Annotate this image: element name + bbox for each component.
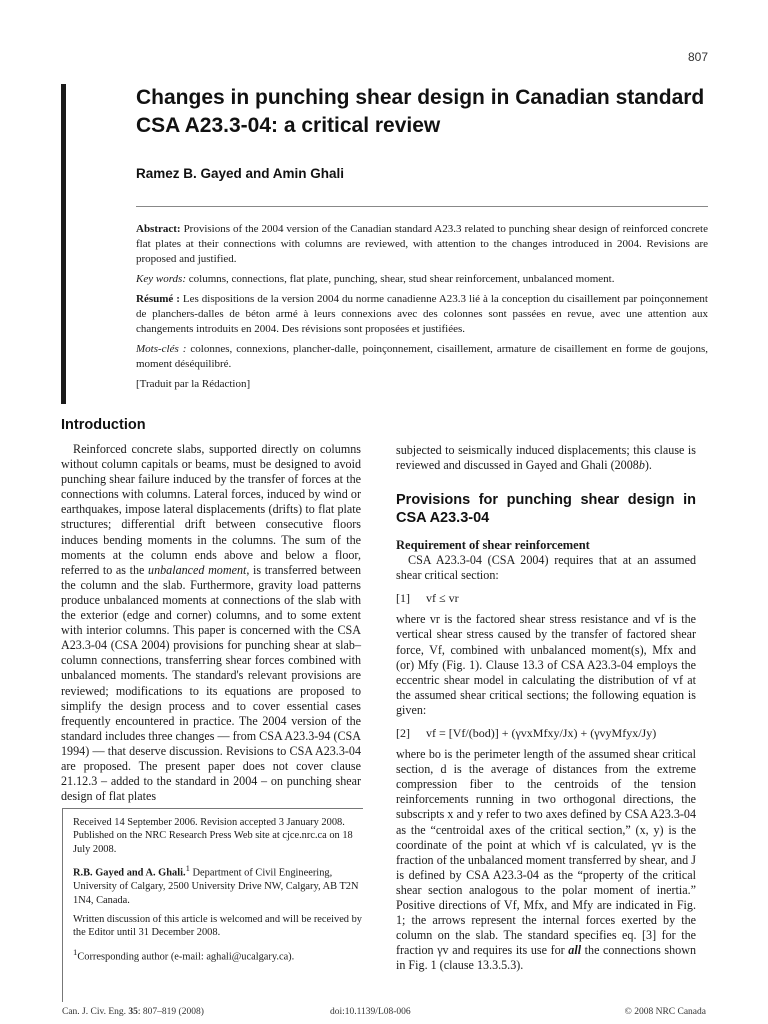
introduction-paragraph bbox=[61, 442, 361, 804]
journal-pages: : 807–819 (2008) bbox=[137, 1007, 204, 1017]
equation-2-number: [2] bbox=[396, 726, 410, 741]
affiliation-footnote-mark: 1 bbox=[185, 863, 190, 874]
doi: doi:10.1139/L08-006 bbox=[330, 1007, 411, 1017]
intro-cont-text: subjected to seismically induced displacements; this clause is reviewed and discussed in Gayed and Ghali (2008 bbox=[396, 443, 696, 473]
right-column bbox=[396, 443, 696, 973]
title-side-bar bbox=[61, 84, 66, 404]
keywords-label: Key words: bbox=[136, 273, 187, 285]
article-authors: Ramez B. Gayed and Amin Ghali bbox=[136, 166, 345, 181]
paragraph-after-eq2 bbox=[396, 747, 696, 973]
journal-volume: 35 bbox=[128, 1007, 138, 1017]
equation-2-body: vf = [Vf/(bod)] + (γvxMfxy/Jx) + (γvyMfyx/Jy) bbox=[426, 726, 657, 741]
intro-text-part-2: , is transferred between the column and the slab. Furthermore, gravity load patterns produce unbalanced moments at connections of the slab with the exterior (edge and corner) columns, and to some extent with interior columns. This paper is concerned with the CSA A23.3-04 (CSA 2004) provisions for punching shear at slab–column connections, transferring shear forces combined with unbalanced moments. The standard's relevant provisions are reviewed; modifications to its equations are proposed to simplify the design process and to cover essential cases frequently encountered in practice. The 2004 version of the standard includes three changes — from CSA A23.3-94 (CSA 1994) — that deserve discussion. Revisions to CSA A23.3-04 are proposed. The present paper does not cover clause 21.12.3 – added to the standard in 2004 – on punching shear design of flat plates bbox=[61, 562, 361, 804]
equation-2 bbox=[396, 726, 696, 741]
intro-emphasis: unbalanced moment bbox=[148, 562, 247, 577]
left-column bbox=[61, 416, 361, 804]
received-note: Received 14 September 2006. Revision accepted 3 January 2008. Published on the NRC Research Press Web site at cjce.nrc.ca on 18 July 2008. bbox=[73, 817, 353, 855]
equation-1 bbox=[396, 591, 696, 606]
keywords-text: columns, connections, flat plate, punching, shear, stud shear reinforcement, unbalanced moment. bbox=[188, 273, 615, 285]
eq2-explanation-emphasis: all bbox=[568, 943, 582, 958]
abstract-block bbox=[136, 222, 708, 397]
introduction-heading: Introduction bbox=[61, 417, 146, 433]
resume-text: Les dispositions de la version 2004 du norme canadienne A23.3 lié à la conception du cisaillement par poinçonnement de planchers-dalles de béton armé à leurs connexions avec des colonnes sont passées en revue, avec une attention aux changements introduits en 2004. Des révisions sont proposées et justifiées. bbox=[136, 293, 708, 335]
intro-cont-end: ). bbox=[644, 458, 652, 473]
paragraph-after-eq1: where vr is the factored shear stress resistance and vf is the vertical shear stress caused by the transfer of factored shear force, Vf, combined with unbalanced moment(s), Mfx and (or) Mfy (Fig. 1). Clause 13.3 of CSA A23.3-04 employs the eccentric shear model in calculating the distribution of vf at the assumed shear critical sections; the following equation is given: bbox=[396, 612, 696, 717]
abstract-text: Provisions of the 2004 version of the Canadian standard A23.3 related to punching shear design of reinforced concrete flat plates at their connections with columns are reviewed, with attention to the changes introduced in 2004. Revisions are proposed and justified. bbox=[136, 223, 708, 265]
intro-cont-ref-letter: b bbox=[638, 458, 645, 473]
journal-name: Can. J. Civ. Eng. bbox=[62, 1007, 129, 1017]
affiliation-names: R.B. Gayed and A. Ghali. bbox=[73, 867, 186, 879]
shear-reinforcement-subheading: Requirement of shear reinforcement bbox=[396, 538, 590, 553]
keywords-paragraph bbox=[136, 272, 708, 287]
corresponding-author-text: Corresponding author (e-mail: aghali@ucalgary.ca). bbox=[77, 951, 295, 963]
corresponding-author-note bbox=[73, 946, 366, 964]
eq2-explanation-end: the connections shown in Fig. 1 (clause 13.3.5.3). bbox=[396, 943, 696, 973]
equation-1-number: [1] bbox=[396, 591, 410, 606]
resume-label: Résumé : bbox=[136, 293, 180, 305]
abstract-divider bbox=[136, 206, 708, 207]
affiliation-note bbox=[73, 862, 366, 907]
provisions-heading: Provisions for punching shear design in CSA A23.3-04 bbox=[396, 492, 696, 527]
abstract-label: Abstract: bbox=[136, 223, 181, 235]
motscles-text: colonnes, connexions, plancher-dalle, poinçonnement, cisaillement, armature de cisaillement en forme de goujons, moment déséquilibré. bbox=[136, 343, 708, 370]
article-notes-box bbox=[62, 808, 366, 1002]
abstract-paragraph bbox=[136, 222, 708, 267]
eq2-explanation-text: where bo is the perimeter length of the assumed shear critical section, d is the average of distances from the extreme compression fiber to the centroids of the tension reinforcements running in two orthogonal directions, the subscripts x and y refer to two axes defined by CSA A23.3-04 as the “centroidal axes of the critical section,” (x, y) is the coordinate of the point at which vf is calculated, γv is the fraction of the unbalanced moment transferred by shear, and J is defined by CSA A23.3-04 as the “property of the critical shear section analogous to the polar moment of inertia.” Positive directions of Vf, Mfx, and Mfy are indicated in Fig. 1; the arrows represent the internal forces exerted by the column on the slab. The standard specifies eq. [3] for the fraction γv and requires its use for bbox=[396, 747, 696, 958]
provisions-intro: CSA A23.3-04 (CSA 2004) requires that at an assumed shear critical section: bbox=[396, 553, 696, 583]
resume-paragraph bbox=[136, 292, 708, 337]
translation-note: [Traduit par la Rédaction] bbox=[136, 378, 251, 390]
article-title: Changes in punching shear design in Canadian standard CSA A23.3-04: a critical review bbox=[136, 86, 705, 137]
corresponding-footnote-mark: 1 bbox=[73, 946, 78, 957]
page-number: 807 bbox=[687, 50, 708, 64]
introduction-continued bbox=[396, 443, 696, 473]
notes-top-rule bbox=[63, 808, 363, 809]
intro-text-part-1: Reinforced concrete slabs, supported directly on columns without column capitals or beams, must be designed to avoid punching shear failure induced by the transfer of forces at the connections with columns. Lateral forces, induced by wind or earthquakes, impose lateral displacements (drifts) to flat plate structures; differential drift between consecutive floors induces bending moments in the columns. The sum of the moments at the column ends above and below a floor, referred to as the bbox=[61, 442, 361, 577]
equation-1-body: vf ≤ vr bbox=[426, 591, 459, 606]
journal-citation bbox=[62, 1007, 204, 1017]
motscles-label: Mots-clés : bbox=[136, 343, 187, 355]
copyright: © 2008 NRC Canada bbox=[624, 1007, 706, 1017]
affiliation-text: Department of Civil Engineering, University of Calgary, 2500 University Drive NW, Calgary, AB T2N 1N4, Canada. bbox=[73, 867, 359, 906]
discussion-note: Written discussion of this article is welcomed and will be received by the Editor until 31 December 2008. bbox=[73, 913, 362, 939]
motscles-paragraph bbox=[136, 342, 708, 372]
